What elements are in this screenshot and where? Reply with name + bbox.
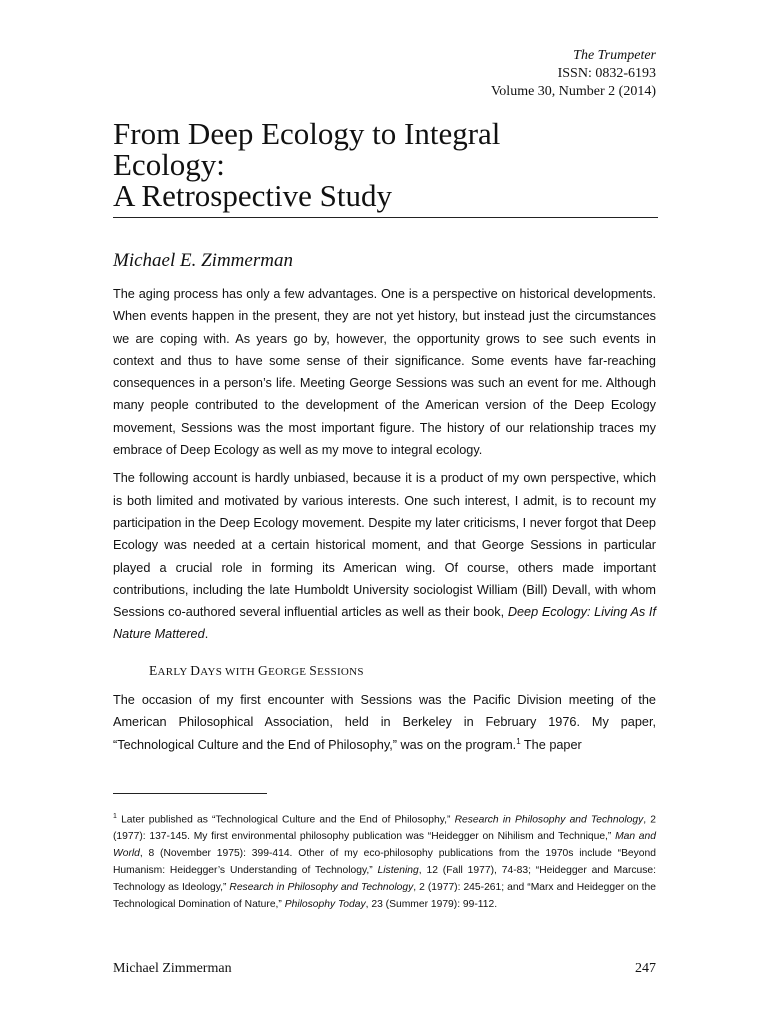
paragraph-2 [113, 467, 656, 645]
footnote-number: 1 [113, 813, 117, 820]
title-line-3: A Retrospective Study [113, 178, 392, 213]
section-heading: EARLY DAYS WITH GEORGE SESSIONS [149, 662, 364, 678]
paragraph-3 [113, 689, 656, 756]
paragraph-1: The aging process has only a few advantages. One is a perspective on historical developments. When events happen in the present, they are not yet history, but instead just the circumstances we are coping with. As years go by, however, the opportunity grows to see such events in context and thus to have some sense of their significance. Some events have far-reaching consequences in a person’s life. Meeting George Sessions was such an event for me. Although many people contributed to the development of the American version of the Deep Ecology movement, Sessions was the most important figure. The history of our relationship traces my embrace of Deep Ecology as well as my move to integral ecology. [113, 287, 656, 458]
article-title [113, 118, 658, 218]
journal-volume: Volume 30, Number 2 (2014) [491, 84, 656, 99]
journal-issn: ISSN: 0832-6193 [557, 66, 656, 81]
footnote: $^1$ Later published as “Technological Culture and the End of Philosophy,” Research in Philosophy and Technology, 2 (1977): 137-145. My first environmental philosophy publication was “Heidegger on Nihilism and Technique,” Man and World, 8 (November 1975): 399-414. Other of my eco-philosophy publications from the 1970s include “Beyond Humanism: Heidegger’s Understanding of Technology,” Listening, 12 (Fall 1977), 74-83; “Heidegger and Marcuse: Technology as Ideology,” Research in Philosophy and Technology, 2 (1977): 245-261; and “Marx and Heidegger on the Technological Domination of Nature,” Philosophy Today, 23 (Summer 1979): 99-112. [113, 813, 656, 911]
paragraph-2-text: The following account is hardly unbiased, because it is a product of my own perspective, which is both limited and motivated by various interests. One such interest, I admit, is to recount my participation in the Deep Ecology movement. Despite my later criticisms, I never forgot that Deep Ecology was needed at a certain historical moment, and that George Sessions in particular played a crucial role in forming its American wing. Of course, others made important contributions, including the late Humboldt University sociologist William (Bill) Devall, with whom Sessions co-authored several influential articles as well as their book, [113, 471, 656, 620]
article-body [113, 283, 656, 762]
book-title: Deep Ecology: Living As If Nature Mattered [113, 605, 656, 642]
page-number: 247 [635, 961, 656, 976]
article-author: Michael E. Zimmerman [113, 250, 293, 271]
page-footer [113, 961, 656, 977]
journal-name: The Trumpeter [573, 48, 656, 63]
footnote-separator [113, 793, 267, 794]
footer-author: Michael Zimmerman [113, 961, 232, 976]
paragraph-2-end: . [204, 627, 209, 642]
footnote-reference[interactable]: 1 [516, 736, 521, 746]
paragraph-3-end: The paper [520, 737, 582, 752]
title-line-2: Ecology: [113, 147, 225, 182]
paragraph-3-text: The occasion of my first encounter with Sessions was the Pacific Division meeting of the American Philosophical Association, held in Berkeley in February 1976. My paper, “Technological Culture and the End of Philosophy,” was on the program. [113, 693, 656, 752]
journal-header [491, 47, 656, 101]
title-line-1: From Deep Ecology to Integral [113, 116, 501, 151]
